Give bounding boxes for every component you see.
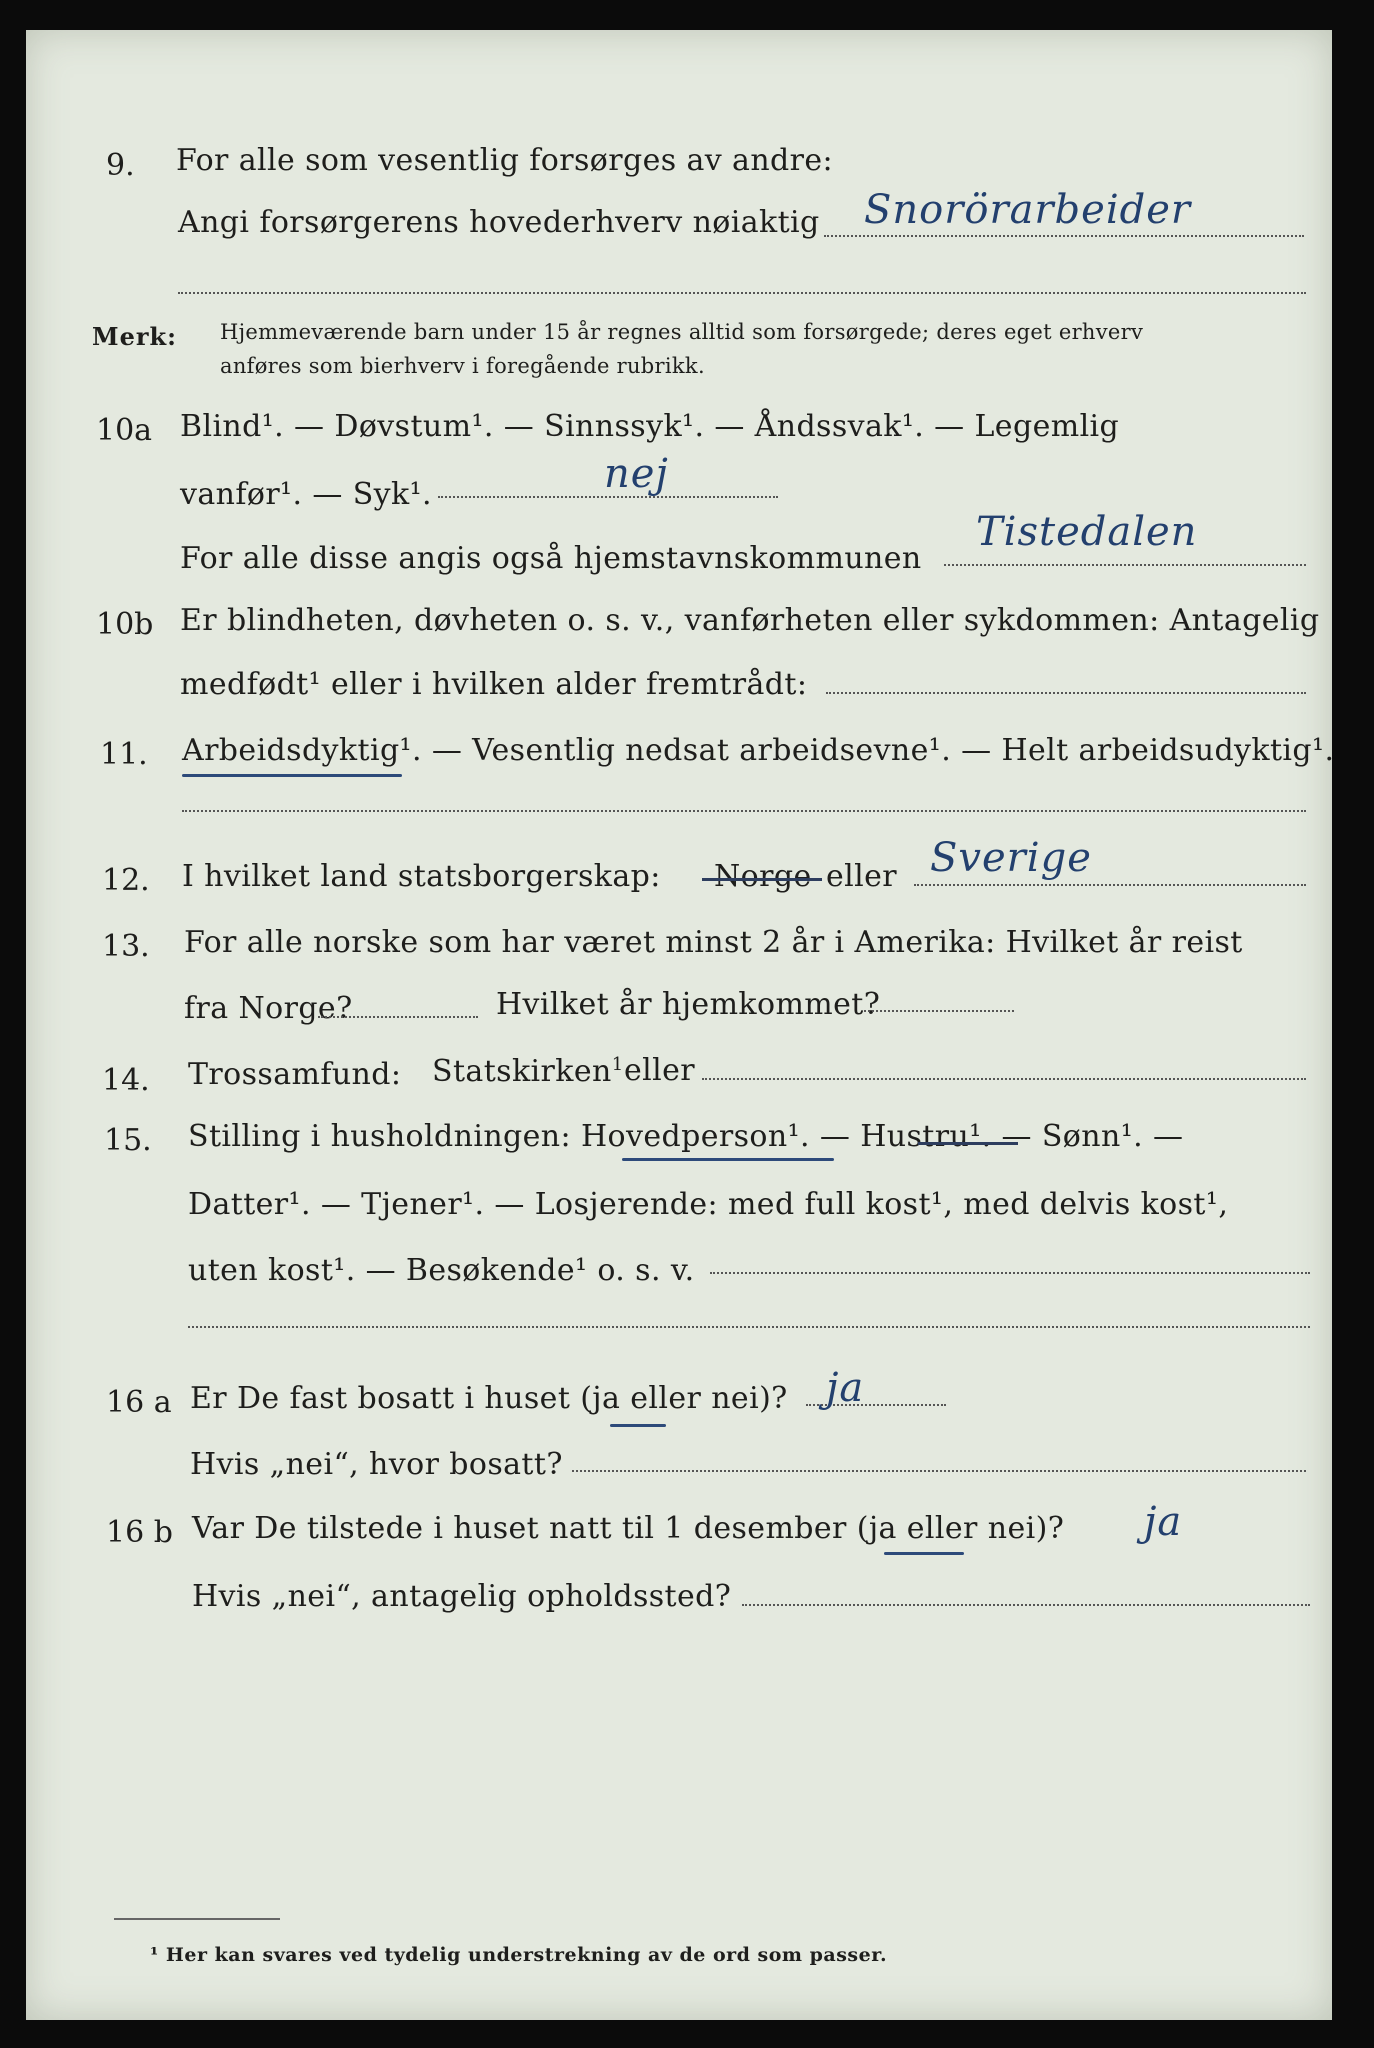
q15-number: 15. <box>104 1123 152 1158</box>
q15-line2: Datter¹. — Tjener¹. — Losjerende: med full kost¹, med delvis kost¹, <box>188 1187 1229 1222</box>
q13-year-returned-line <box>864 1010 1014 1012</box>
q11-ink-underline <box>182 774 402 777</box>
q14-label: Trossamfund: <box>188 1057 402 1092</box>
q9-answer-handwriting: Snorörarbeider <box>864 187 1192 233</box>
q11-extra-line <box>182 810 1306 812</box>
q10b-answer-line <box>826 692 1306 694</box>
merk-line2: anføres som bierhverv i foregående rubrikk. <box>220 354 705 378</box>
q11-line <box>182 733 1335 768</box>
q15-line1: Stilling i husholdningen: Hovedperson¹. — Hustru¹. — Sønn¹. — <box>188 1119 1184 1154</box>
q12-label: I hvilket land statsborgerskap: <box>182 859 661 894</box>
q10a-answer2-handwriting: Tistedalen <box>976 509 1198 555</box>
q16b-line1: Var De tilstede i huset natt til 1 desember (ja eller nei)? <box>192 1511 1065 1546</box>
footnote-text: ¹ Her kan svares ved tydelig understrekning av de ord som passer. <box>150 1944 888 1966</box>
q9-extra-line <box>178 292 1306 294</box>
q11-arbeidsdyktig: Arbeidsdyktig <box>182 733 400 768</box>
q10b-number: 10b <box>96 607 154 642</box>
q13-number: 13. <box>102 929 150 964</box>
q12-answer-line <box>914 884 1306 886</box>
q15-hovedperson: Hovedperson <box>580 1119 788 1154</box>
q16a-bosatt-line <box>572 1470 1306 1472</box>
q14-eller: eller <box>624 1053 696 1088</box>
census-form-page <box>26 30 1335 2020</box>
q13-year-left-line <box>318 1016 478 1018</box>
q10a-line1: Blind¹. — Døvstum¹. — Sinnssyk¹. — Åndssvak¹. — Legemlig <box>180 409 1120 444</box>
merk-line1: Hjemmeværende barn under 15 år regnes alltid som forsørgede; deres eget erhverv <box>220 320 1144 344</box>
q10b-line2: medfødt¹ eller i hvilken alder fremtrådt: <box>180 667 808 702</box>
q16a-line1: Er De fast bosatt i huset (ja eller nei)? <box>190 1381 788 1416</box>
q16b-line2: Hvis „nei“, antagelig opholdssted? <box>192 1579 732 1614</box>
q16a-number: 16 a <box>106 1385 172 1420</box>
q9-answer-line <box>824 235 1304 237</box>
q15-hovedperson-underline <box>622 1158 834 1161</box>
q16b-answer-handwriting: ja <box>1144 1499 1183 1545</box>
q15-hustru-strike <box>918 1142 1018 1145</box>
q12-eller: eller <box>826 859 898 894</box>
q10a-line3: For alle disse angis også hjemstavnskommunen <box>180 541 922 576</box>
q15-hustru: Hustru <box>860 1119 970 1154</box>
q14-statskirken: Statskirken$^1$ <box>432 1054 624 1089</box>
q15-answer-line <box>710 1272 1310 1274</box>
q13-line2b: Hvilket år hjemkommet? <box>496 987 881 1022</box>
q10a-answer2-line <box>944 564 1306 566</box>
q12-answer-handwriting: Sverige <box>930 835 1092 881</box>
q12-number: 12. <box>102 863 150 898</box>
q9-line2: Angi forsørgerens hovederhverv nøiaktig <box>178 205 820 240</box>
q10a-line2: vanfør¹. — Syk¹. <box>180 477 432 512</box>
q9-line1: For alle som vesentlig forsørges av andre: <box>176 143 834 178</box>
q9-number: 9. <box>106 148 135 183</box>
q11-rest: ¹. — Vesentlig nedsat arbeidsevne¹. — Helt arbeidsudyktig¹. <box>399 733 1335 768</box>
merk-label: Merk: <box>92 322 177 351</box>
q15-line3: uten kost¹. — Besøkende¹ o. s. v. <box>188 1253 695 1288</box>
q14-number: 14. <box>102 1063 150 1098</box>
q12-struck-word: Norge <box>714 859 812 894</box>
q16b-opholdssted-line <box>742 1604 1310 1606</box>
q16a-answer-handwriting: ja <box>826 1365 865 1411</box>
q14-answer-line <box>702 1078 1306 1080</box>
q16a-ja-underline <box>610 1424 666 1427</box>
q10b-line1: Er blindheten, døvheten o. s. v., vanførheten eller sykdommen: Antagelig <box>180 603 1320 638</box>
q16b-number: 16 b <box>106 1515 173 1550</box>
q16a-line2: Hvis „nei“, hvor bosatt? <box>190 1447 563 1482</box>
q15-extra-line <box>188 1326 1310 1328</box>
q10a-number: 10a <box>96 413 153 448</box>
q13-line2a: fra Norge? <box>184 991 353 1026</box>
q16b-ja-underline <box>884 1552 964 1555</box>
q12-strikethrough <box>702 878 822 881</box>
q11-number: 11. <box>100 737 148 772</box>
footnote-rule <box>114 1918 280 1920</box>
q10a-answer1-handwriting: nej <box>604 451 669 497</box>
q13-line1: For alle norske som har været minst 2 år i Amerika: Hvilket år reist <box>184 925 1243 960</box>
